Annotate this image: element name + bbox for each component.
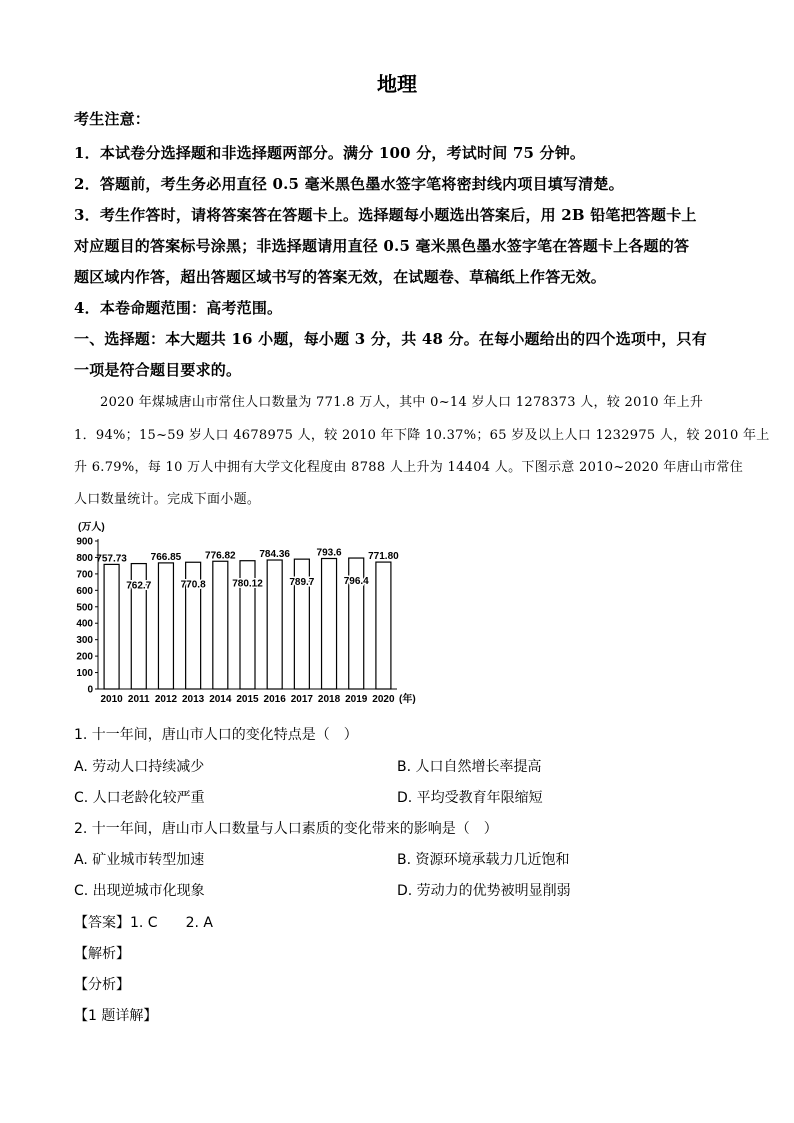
data-label: 771.80 — [368, 551, 399, 563]
data-label: 762.7 — [126, 580, 152, 592]
option-d: D. 劳动力的优势被明显削弱 — [397, 883, 571, 899]
x-tick-label: 2012 — [154, 694, 178, 705]
bar — [213, 561, 228, 689]
y-tick-label: 300 — [76, 635, 93, 647]
y-tick-label: 200 — [76, 651, 93, 663]
passage-line: 升 6.79%，每 10 万人中拥有大学文化程度由 8788 人上升为 14404 人。下图示意 2010~2020 年唐山市常住 — [74, 460, 744, 475]
x-tick-label: 2014 — [209, 694, 232, 705]
x-tick-label: 2010 — [100, 694, 123, 705]
bar — [104, 564, 119, 689]
notice-line: 3．考生作答时，请将答案答在答题卡上。选择题每小题选出答案后，用 2B 铅笔把答题卡上 — [74, 206, 697, 224]
data-label: 766.85 — [150, 551, 182, 563]
data-label: 793.6 — [316, 547, 342, 559]
x-tick-label: 2015 — [236, 694, 259, 705]
y-tick-label: 500 — [76, 602, 93, 614]
option-c: C. 出现逆城市化现象 — [74, 883, 205, 899]
x-tick-label: 2016 — [263, 694, 286, 705]
question-stem: 2. 十一年间，唐山市人口数量与人口素质的变化带来的影响是（ ） — [74, 821, 498, 837]
passage-line: 2020 年煤城唐山市常住人口数量为 771.8 万人，其中 0~14 岁人口 1278373 人，较 2010 年上升 — [100, 395, 704, 410]
option-b: B. 资源环境承载力几近饱和 — [397, 852, 570, 868]
option-b: B. 人口自然增长率提高 — [397, 759, 542, 775]
fenxi-heading: 【分析】 — [74, 977, 130, 993]
answer-line: 【答案】1. C 2. A — [74, 915, 213, 931]
page-title: 地理 — [377, 72, 417, 96]
bar — [376, 562, 391, 689]
y-axis-label: (万人) — [78, 522, 105, 533]
section-heading: 一、选择题：本大题共 16 小题，每小题 3 分，共 48 分。在每小题给出的四个选项中，只有 — [74, 330, 707, 348]
data-label: 789.7 — [289, 577, 315, 589]
x-tick-label: 2019 — [345, 694, 368, 705]
x-tick-label: 2017 — [290, 694, 313, 705]
x-tick-label: 2018 — [317, 694, 341, 705]
x-tick-label: 2013 — [182, 694, 205, 705]
data-label: 784.36 — [259, 549, 290, 561]
y-tick-label: 600 — [76, 585, 93, 597]
option-a: A. 矿业城市转型加速 — [74, 852, 205, 868]
notice-heading: 考生注意： — [74, 110, 151, 128]
analysis-heading: 【解析】 — [74, 946, 130, 962]
question-stem: 1. 十一年间，唐山市人口的变化特点是（ ） — [74, 727, 358, 743]
notice-line: 4．本卷命题范围：高考范围。 — [74, 299, 283, 317]
detail-heading: 【1 题详解】 — [74, 1008, 158, 1024]
notice-line: 2．答题前，考生务必用直径 0.5 毫米黑色墨水签字笔将密封线内项目填写清楚。 — [74, 175, 624, 193]
notice-line: 题区域内作答，超出答题区域书写的答案无效，在试题卷、草稿纸上作答无效。 — [74, 268, 607, 286]
x-tick-label: 2020 — [372, 694, 395, 705]
passage-line: 人口数量统计。完成下面小题。 — [74, 492, 261, 507]
y-tick-label: 400 — [76, 618, 93, 630]
data-label: 780.12 — [232, 578, 263, 590]
y-tick-label: 700 — [76, 569, 93, 581]
bar — [322, 558, 337, 689]
data-label: 796.4 — [343, 576, 369, 588]
bar — [158, 563, 173, 689]
y-tick-label: 0 — [87, 684, 93, 696]
bar — [267, 560, 282, 689]
x-tick-label: 2011 — [127, 694, 150, 705]
notice-line: 对应题目的答案标号涂黑；非选择题请用直径 0.5 毫米黑色墨水签字笔在答题卡上各题的答 — [74, 237, 690, 255]
population-bar-chart — [60, 516, 420, 706]
option-d: D. 平均受教育年限缩短 — [397, 790, 543, 806]
option-a: A. 劳动人口持续减少 — [74, 759, 205, 775]
data-label: 776.82 — [205, 550, 236, 562]
x-axis-label: (年) — [399, 694, 416, 705]
data-label: 757.73 — [96, 553, 127, 565]
section-heading: 一项是符合题目要求的。 — [74, 361, 242, 379]
option-c: C. 人口老龄化较严重 — [74, 790, 205, 806]
y-tick-label: 800 — [76, 552, 93, 564]
notice-line: 1．本试卷分选择题和非选择题两部分。满分 100 分，考试时间 75 分钟。 — [74, 144, 586, 162]
passage-line: 1．94%；15~59 岁人口 4678975 人，较 2010 年下降 10.37%；65 岁及以上人口 1232975 人，较 2010 年上 — [74, 428, 770, 443]
data-label: 770.8 — [180, 579, 206, 591]
y-tick-label: 900 — [76, 536, 93, 548]
y-tick-label: 100 — [76, 668, 93, 680]
